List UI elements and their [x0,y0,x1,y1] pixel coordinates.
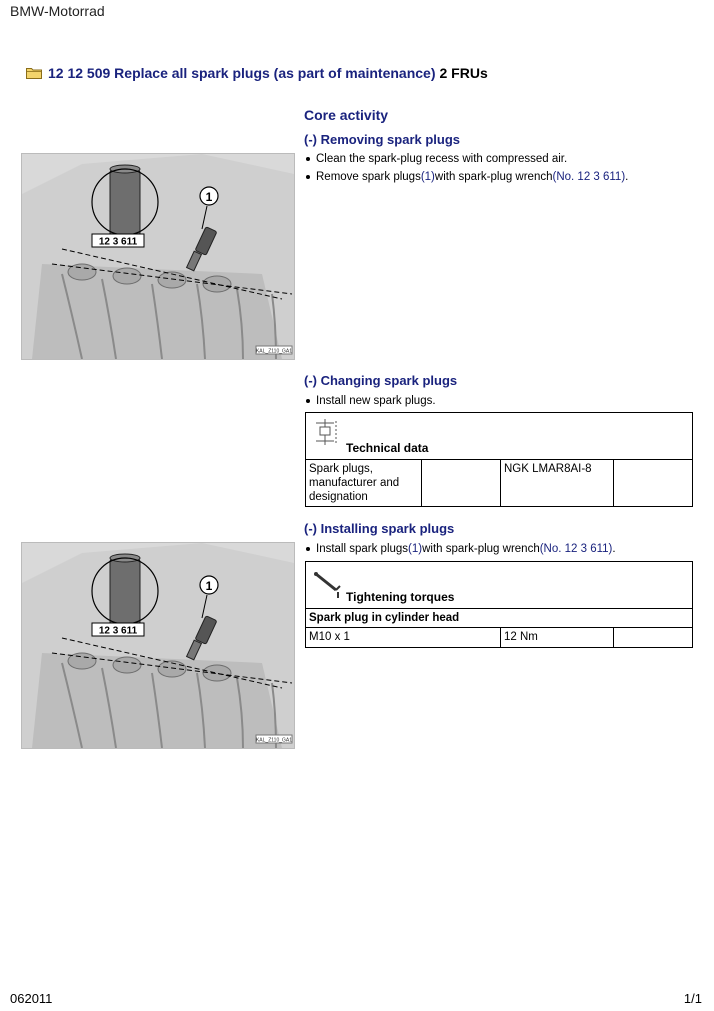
tightening-torques-table [305,561,693,648]
core-activity-heading: Core activity [304,107,389,123]
title-frus: 2 FRUs [439,65,488,81]
table-subheading-row [306,609,692,628]
tool-label: 12 3 611 [98,625,138,637]
tool-reference-link[interactable]: (No. 12 3 611) [539,543,613,555]
table-cell: 12 Nm [501,628,614,647]
bullet-dot [306,547,310,551]
table-row [306,628,692,647]
installing-bullet-1 [304,543,616,555]
removing-heading: (-) Removing spark plugs [304,132,461,147]
table-cell: M10 x 1 [306,628,501,647]
table-title: Technical data [346,441,429,455]
folder-icon [26,67,42,79]
table-cell: NGK LMAR8AI-8 [501,460,614,506]
table-header [306,562,692,609]
footer-page-number: 1/1 [683,991,702,1006]
bullet-text-mid: with spark-plug wrench [422,543,540,555]
bullet-text-prefix: Install spark plugs [316,543,409,555]
image-ref-code: KAL_Z110_GA1 [255,348,293,355]
changing-heading: (-) Changing spark plugs [304,373,458,388]
technical-data-table [305,412,693,507]
footer-date-code: 062011 [10,991,53,1006]
engine-drawing [22,154,294,359]
table-cell: Spark plugs, manufacturer and designation [306,460,422,506]
installing-heading: (-) Installing spark plugs [304,521,455,536]
table-header [306,413,692,460]
spark-plug-illustration-2 [21,542,295,749]
callout-number: 1 [205,579,213,593]
tool-label: 12 3 611 [98,236,138,248]
changing-bullet-1 [304,395,436,407]
document-title [26,65,488,81]
table-subheading: Spark plug in cylinder head [309,612,460,624]
removing-bullet-1 [304,153,567,165]
bullet-text-suffix: . [612,543,616,555]
header-brand: BMW-Motorrad [10,3,105,19]
bullet-text-mid: with spark-plug wrench [434,171,553,183]
bullet-text-prefix: Remove spark plugs [316,171,421,183]
torque-wrench-icon [312,566,346,600]
engine-drawing [22,543,294,748]
table-row [306,460,692,506]
bullet-text: Clean the spark-plug recess with compressed air. [316,153,568,165]
spark-plug-illustration-1 [21,153,295,360]
part-reference: (1) [420,171,435,183]
bullet-dot [306,157,310,161]
image-ref-code: KAL_Z110_GA1 [255,737,293,744]
table-title: Tightening torques [346,590,455,604]
bullet-dot [306,399,310,403]
bullet-text-suffix: . [625,171,629,183]
table-cell [614,460,690,506]
table-cell [422,460,501,506]
part-reference: (1) [408,543,423,555]
bullet-text: Install new spark plugs. [316,395,436,407]
title-code: 12 12 509 Replace all spark plugs (as part of maintenance) [48,65,436,81]
technical-data-icon [312,417,342,447]
callout-number: 1 [205,190,213,204]
tool-reference-link[interactable]: (No. 12 3 611) [552,171,626,183]
removing-bullet-2 [304,171,628,183]
bullet-dot [306,175,310,179]
table-cell [614,628,690,647]
